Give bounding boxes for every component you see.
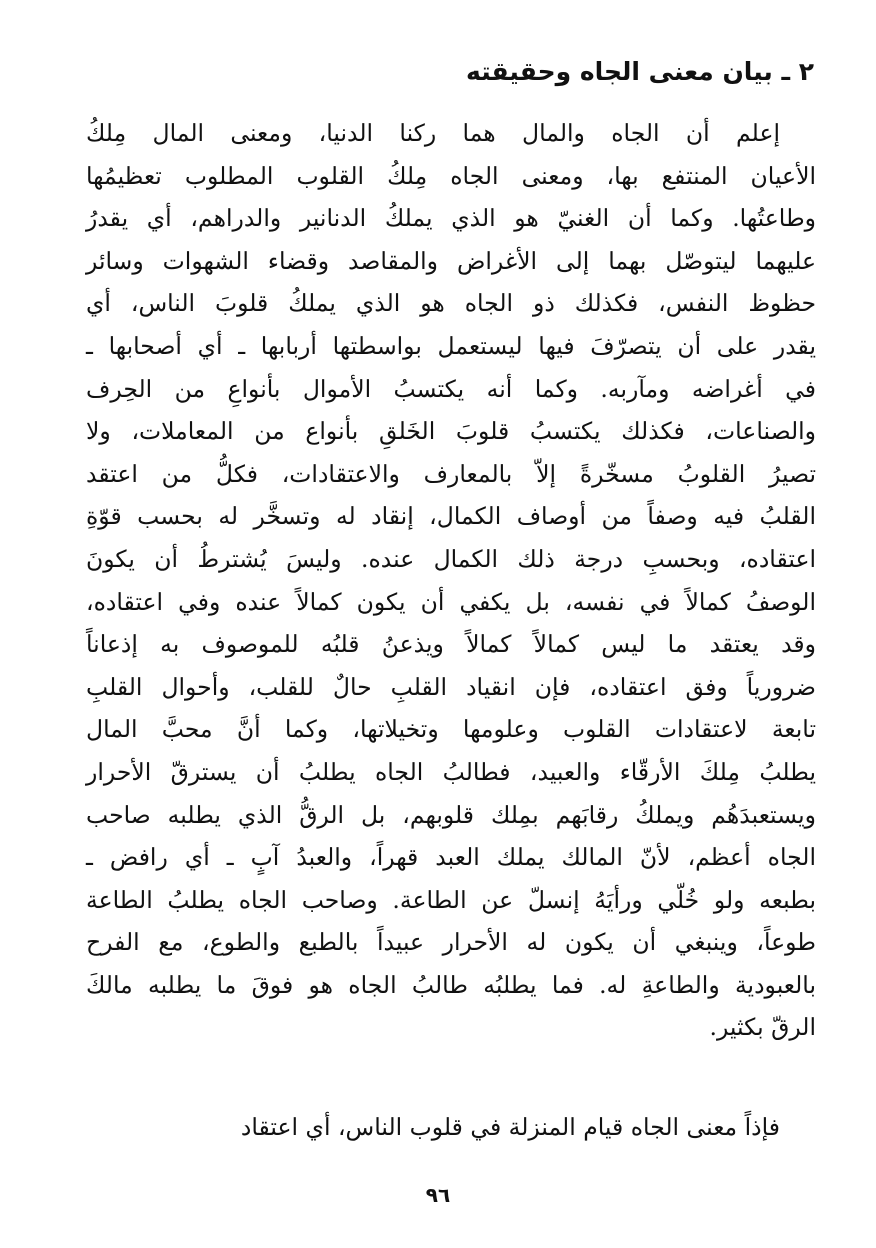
text-line: القلبُ فيه وصفاً من أوصاف الكمال، إنقاد له وتسخَّر له بحسب قوّةِ: [86, 502, 816, 531]
section-heading: ٢ ـ بيان معنى الجاه وحقيقته: [466, 57, 814, 86]
text-line: فإذاً معنى الجاه قيام المنزلة في قلوب الناس، أي اعتقاد: [240, 1113, 780, 1141]
text-line: طوعاً، وينبغي أن يكون له الأحرار عبيداً بالطبع والطوع، مع الفرح: [86, 928, 816, 957]
text-line: في أغراضه ومآربه. وكما أنه يكتسبُ الأموال بأنواعِ من الحِرف: [86, 374, 816, 403]
text-line: اعتقاده، وبحسبِ درجة ذلك الكمال عنده. وليسَ يُشترطُ أن يكونَ: [86, 544, 816, 573]
page-number: ٩٦: [425, 1183, 451, 1207]
text-line: ضرورياً وفق اعتقاده، فإن انقياد القلبِ حالٌ للقلب، وأحوال القلبِ: [86, 672, 816, 701]
text-line: الرقّ بكثير.: [709, 1013, 816, 1042]
text-line: الأعيان المنتفع بها، ومعنى الجاه مِلكُ القلوب المطلوب تعظيمُها: [86, 161, 816, 190]
text-line: ويستعبدَهُم ويملكُ رقابَهم بمِلك قلوبهم، بل الرقُّ الذي يطلبه صاحب: [86, 800, 816, 829]
paragraph-1: [86, 112, 816, 1049]
text-line: وطاعتُها. وكما أن الغنيّ هو الذي يملكُ الدنانير والدراهم، أي يقدرُ: [86, 204, 816, 233]
paragraph-2: [86, 1106, 816, 1149]
text-line: يطلبُ مِلكَ الأرقّاء والعبيد، فطالبُ الجاه يطلبُ أن يسترقّ الأحرار: [86, 757, 816, 786]
text-line: إعلم أن الجاه والمال هما ركنا الدنيا، ومعنى المال مِلكُ: [86, 119, 780, 147]
text-line: حظوظ النفس، فكذلك ذو الجاه هو الذي يملكُ قلوبَ الناس، أي: [86, 289, 816, 318]
text-line: يقدر على أن يتصرّفَ فيها ليستعمل بواسطتها أربابها ـ أي أصحابها ـ: [86, 331, 816, 360]
text-line: بطبعه ولو خُلّي ورأيَهُ إنسلّ عن الطاعة. وصاحب الجاه يطلبُ الطاعة: [86, 885, 816, 914]
text-line: تابعة لاعتقادات القلوب وعلومها وتخيلاتها، وكما أنَّ محبَّ المال: [86, 715, 816, 744]
text-line: الجاه أعظم، لأنّ المالك يملك العبد قهراً، والعبدُ آبٍ ـ أي رافض ـ: [86, 843, 816, 872]
text-line: عليهما ليتوصّل بهما إلى الأغراض والمقاصد وقضاء الشهوات وسائر: [86, 246, 816, 275]
text-line: الوصفُ كمالاً في نفسه، بل يكفي أن يكون كمالاً عنده وفي اعتقاده،: [86, 587, 816, 616]
text-line: تصيرُ القلوبُ مسخّرةً إلاّ بالمعارف والاعتقادات، فكلُّ من اعتقد: [86, 459, 816, 488]
text-line: بالعبودية والطاعةِ له. فما يطلبُه طالبُ الجاه هو فوقَ ما يطلبه مالكَ: [86, 970, 816, 999]
text-line: والصناعات، فكذلك يكتسبُ قلوبَ الخَلقِ بأنواع من المعاملات، ولا: [86, 417, 816, 446]
text-line: وقد يعتقد ما ليس كمالاً كمالاً ويذعنُ قلبُه للموصوف به إذعاناً: [86, 630, 816, 659]
